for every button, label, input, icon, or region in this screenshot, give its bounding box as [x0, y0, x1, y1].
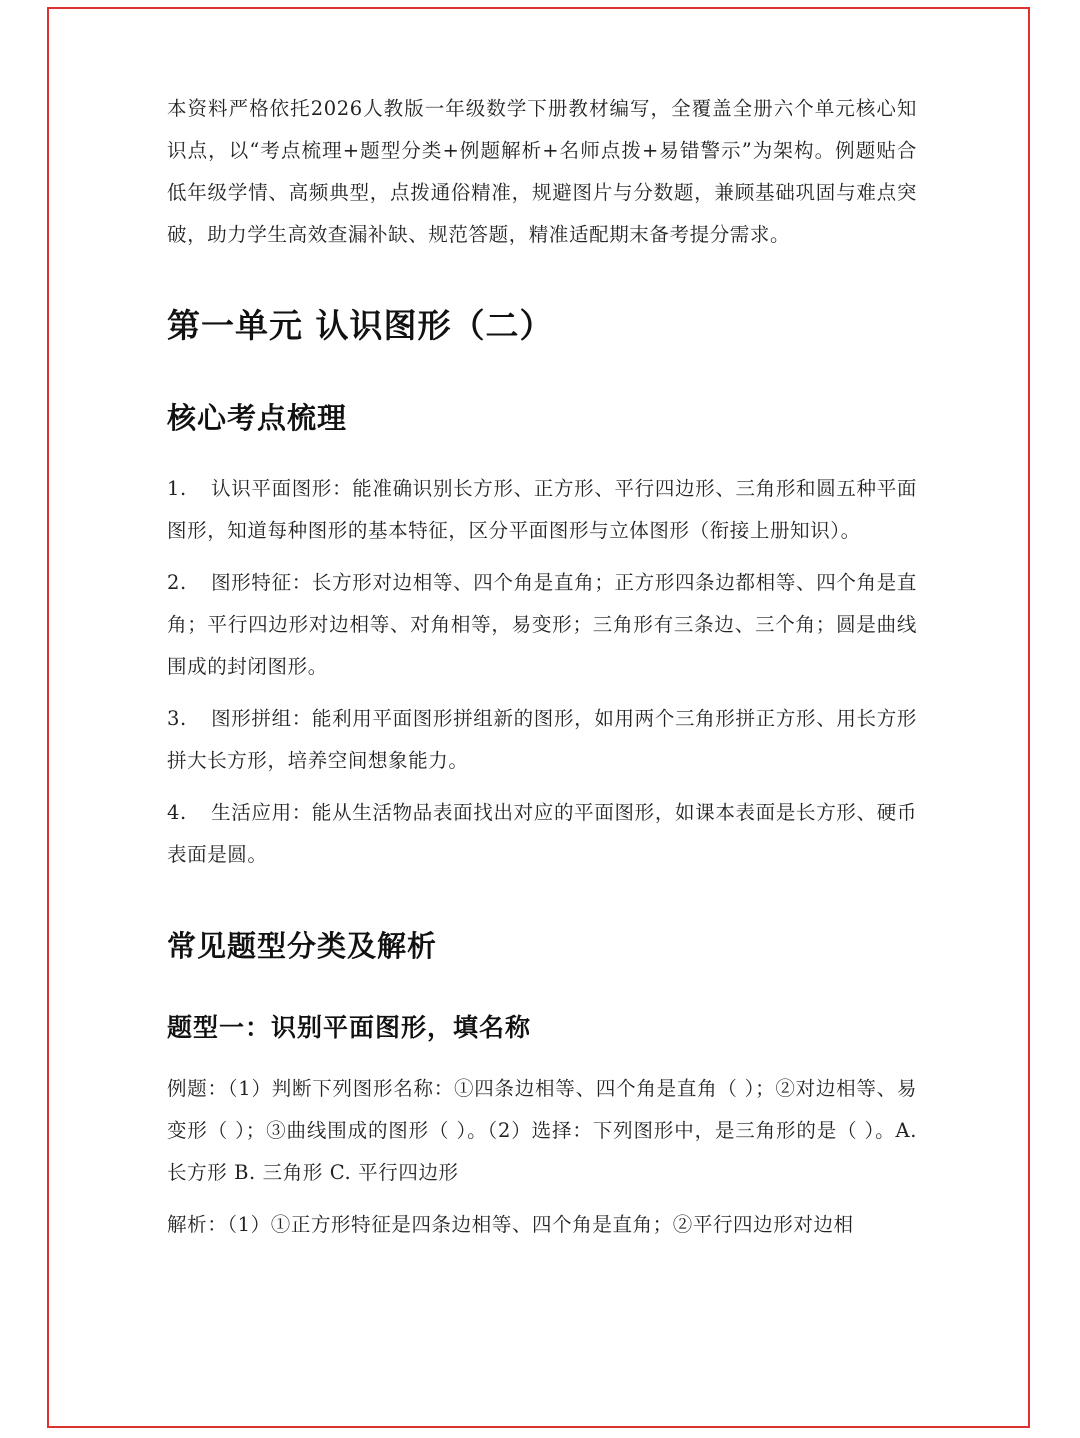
list-item-number: 2. — [167, 571, 187, 594]
unit-title: 第一单元 认识图形（二） — [167, 306, 554, 345]
intro-paragraph: 本资料严格依托2026人教版一年级数学下册教材编写，全覆盖全册六个单元核心知识点，以“考点梳理+题型分类+例题解析+名师点拨+易错警示”为架构。例题贴合低年级学情、高频典型，点拨通俗精准，规避图片与分数题，兼顾基础巩固与难点突破，助力学生高效查漏补缺、规范答题，精准适配期末备考提分需求。 — [167, 97, 917, 246]
document-content — [167, 88, 917, 1246]
list-item — [167, 792, 917, 876]
list-item — [167, 698, 917, 782]
list-item-text: 生活应用：能从生活物品表面找出对应的平面图形，如课本表面是长方形、硬币表面是圆。 — [167, 801, 917, 866]
list-item-number: 3. — [167, 707, 187, 730]
list-item-text: 图形特征：长方形对边相等、四个角是直角；正方形四条边都相等、四个角是直角；平行四边形对边相等、对角相等，易变形；三角形有三条边、三个角；圆是曲线围成的封闭图形。 — [167, 571, 917, 678]
analysis-paragraph: 解析：（1）①正方形特征是四条边相等、四个角是直角；②平行四边形对边相 — [167, 1213, 854, 1236]
types-heading: 常见题型分类及解析 — [167, 929, 438, 963]
list-item — [167, 468, 917, 552]
list-item-number: 4. — [167, 801, 187, 824]
core-heading: 核心考点梳理 — [167, 401, 348, 435]
list-item-text: 认识平面图形：能准确识别长方形、正方形、平行四边形、三角形和圆五种平面图形，知道每种图形的基本特征，区分平面图形与立体图形（衔接上册知识）。 — [167, 477, 917, 542]
list-item — [167, 562, 917, 688]
type1-heading: 题型一：识别平面图形，填名称 — [167, 1013, 532, 1042]
example-paragraph: 例题：（1）判断下列图形名称：①四条边相等、四个角是直角（ ）；②对边相等、易变形（ ）；③曲线围成的图形（ ）。（2）选择：下列图形中，是三角形的是（ ）。A. 长方形 B. 三角形 C. 平行四边形 — [167, 1077, 917, 1184]
core-points-list — [167, 468, 917, 876]
list-item-text: 图形拼组：能利用平面图形拼组新的图形，如用两个三角形拼正方形、用长方形拼大长方形，培养空间想象能力。 — [167, 707, 917, 772]
list-item-number: 1. — [167, 477, 187, 500]
